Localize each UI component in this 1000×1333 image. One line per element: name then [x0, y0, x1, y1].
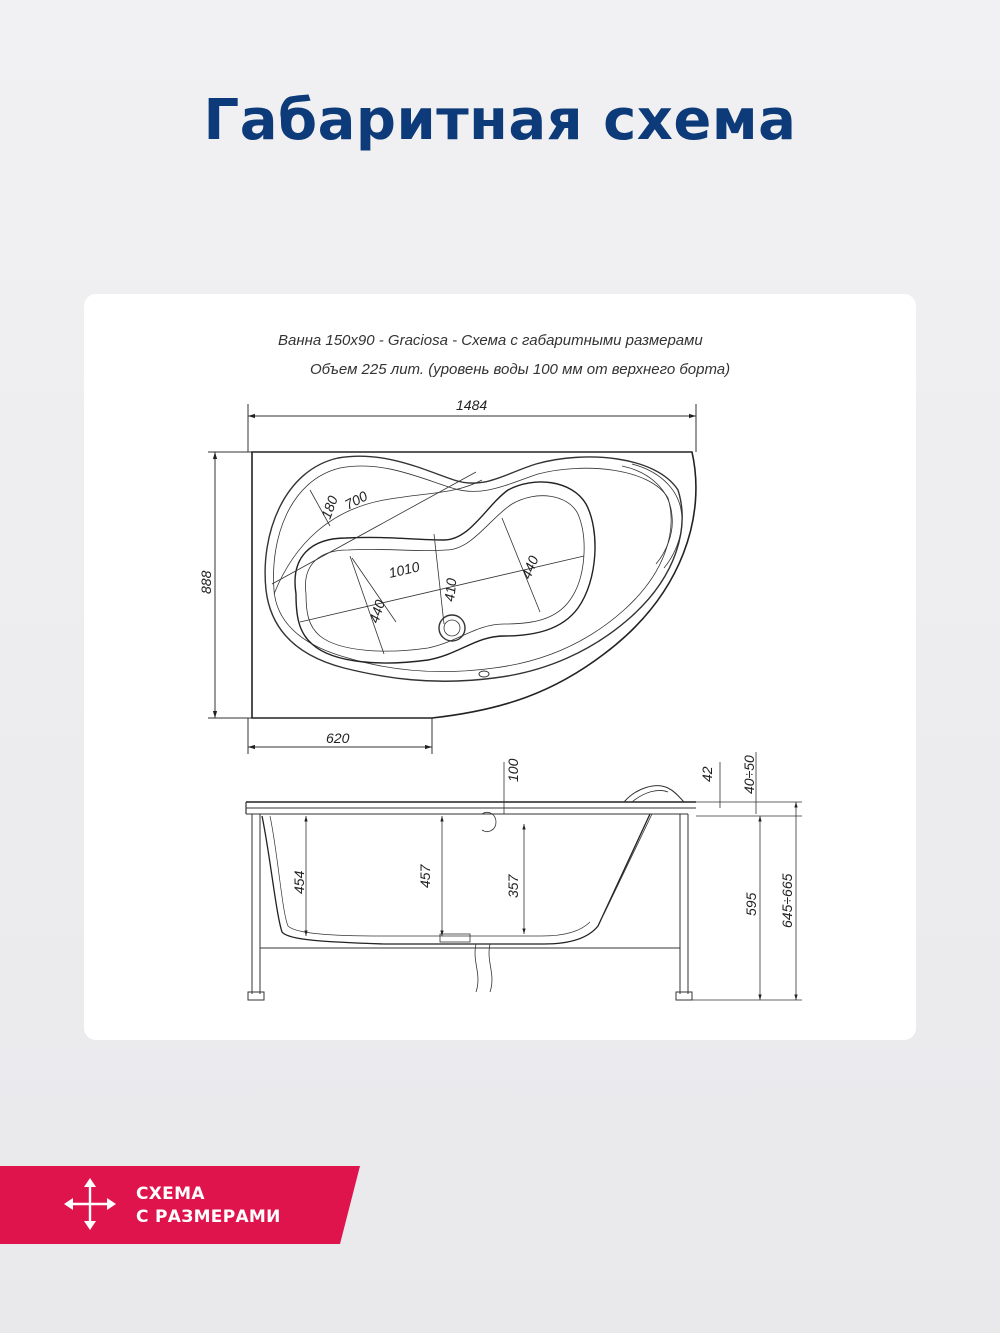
dim-total-height: 645÷665	[779, 873, 795, 928]
dim-headrest-depth: 180	[317, 493, 341, 522]
dim-drain-offset: 620	[326, 730, 350, 746]
dim-depth-drain: 357	[505, 874, 521, 898]
dim-bowl-width-center: 410	[441, 577, 460, 603]
dim-overall-length: 1484	[456, 397, 488, 413]
dim-rim-range: 40÷50	[741, 755, 757, 794]
elevation-view	[246, 752, 802, 1000]
diagram-caption-volume: Объем 225 лит. (уровень воды 100 мм от верхнего борта)	[310, 361, 731, 378]
page-title: Габаритная схема	[203, 88, 797, 153]
dim-rim-height: 42	[699, 766, 715, 782]
badge-label	[136, 1183, 281, 1229]
dim-headrest-length: 700	[341, 487, 371, 513]
badge-label-line2: С РАЗМЕРАМИ	[136, 1207, 281, 1227]
dim-overall-width: 888	[198, 570, 214, 594]
dim-bowl-width-right: 440	[517, 553, 542, 582]
dim-body-height: 595	[743, 892, 759, 916]
move-arrows-icon	[62, 1176, 118, 1232]
diagram-card	[84, 294, 916, 1040]
dim-bowl-length: 1010	[387, 558, 422, 581]
bathtub-drawing	[84, 294, 916, 1040]
diagram-caption-title: Ванна 150x90 - Graciosa - Схема с габаритными размерами	[278, 332, 703, 349]
badge-label-line1: СХЕМА	[136, 1184, 205, 1204]
dim-bowl-width-left: 440	[365, 597, 389, 625]
dim-depth-mid: 457	[417, 864, 433, 888]
dim-water-level: 100	[505, 758, 521, 782]
dim-depth-left: 454	[291, 870, 307, 894]
